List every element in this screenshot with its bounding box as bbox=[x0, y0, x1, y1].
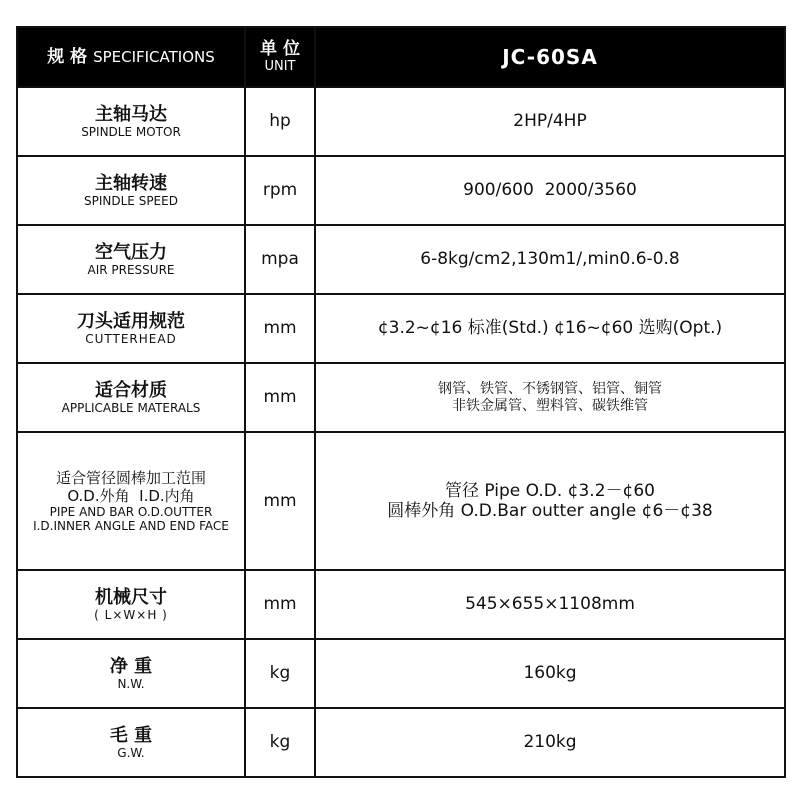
row-unit: hp bbox=[245, 87, 315, 156]
label-cn: 主轴转速 bbox=[95, 172, 167, 194]
row-processing-range bbox=[17, 432, 785, 570]
row-label bbox=[17, 87, 245, 156]
header-spec-en: SPECIFICATIONS bbox=[93, 47, 215, 66]
specifications-table bbox=[16, 26, 786, 778]
row-gross-weight bbox=[17, 708, 785, 777]
value-line: 圆棒外角 O.D.Bar outter angle ¢6－¢38 bbox=[387, 501, 713, 521]
row-label bbox=[17, 363, 245, 432]
row-unit: mpa bbox=[245, 225, 315, 294]
label-cn: 毛 重 bbox=[109, 724, 153, 746]
row-value: ¢3.2~¢16 标准(Std.) ¢16~¢60 选购(Opt.) bbox=[315, 294, 785, 363]
row-net-weight bbox=[17, 639, 785, 708]
label-cn: 净 重 bbox=[109, 655, 153, 677]
row-label bbox=[17, 225, 245, 294]
row-unit: kg bbox=[245, 708, 315, 777]
label-en: N.W. bbox=[117, 677, 145, 692]
value-line: 非铁金属管、塑料管、碳铁维管 bbox=[452, 397, 648, 414]
row-label bbox=[17, 294, 245, 363]
label-cn: 空气压力 bbox=[95, 241, 167, 263]
row-cutterhead bbox=[17, 294, 785, 363]
row-label bbox=[17, 432, 245, 570]
row-value: 6-8kg/cm2,130m1/,min0.6-0.8 bbox=[315, 225, 785, 294]
row-unit: rpm bbox=[245, 156, 315, 225]
label-cn: 主轴马达 bbox=[95, 103, 167, 125]
row-value: 160kg bbox=[315, 639, 785, 708]
label-line: 适合管径圆棒加工范围 bbox=[55, 468, 206, 487]
label-en: APPLICABLE MATERALS bbox=[61, 401, 201, 416]
label-en: ( L×W×H ) bbox=[94, 608, 168, 623]
header-spec bbox=[17, 27, 245, 87]
row-unit: kg bbox=[245, 639, 315, 708]
row-label bbox=[17, 156, 245, 225]
value-line: 管径 Pipe O.D. ¢3.2－¢60 bbox=[445, 480, 655, 501]
row-value: 2HP/4HP bbox=[315, 87, 785, 156]
label-cn: 适合材质 bbox=[95, 379, 167, 401]
row-value bbox=[315, 363, 785, 432]
row-value: 545×655×1108mm bbox=[315, 570, 785, 639]
row-unit: mm bbox=[245, 432, 315, 570]
row-unit: mm bbox=[245, 570, 315, 639]
label-line: I.D.INNER ANGLE AND END FACE bbox=[33, 519, 229, 533]
label-en: SPINDLE MOTOR bbox=[81, 125, 181, 140]
label-cn: 机械尺寸 bbox=[95, 586, 167, 608]
row-value: 210kg bbox=[315, 708, 785, 777]
row-unit: mm bbox=[245, 294, 315, 363]
header-model: JC-60SA bbox=[315, 27, 785, 87]
label-en: AIR PRESSURE bbox=[87, 263, 175, 278]
row-air-pressure bbox=[17, 225, 785, 294]
row-value bbox=[315, 432, 785, 570]
row-spindle-motor bbox=[17, 87, 785, 156]
label-en: CUTTERHEAD bbox=[85, 332, 177, 347]
label-line: O.D.外角 I.D.内角 bbox=[67, 486, 195, 505]
header-unit-cn: 单 位 bbox=[260, 39, 300, 59]
row-label bbox=[17, 639, 245, 708]
row-applicable-materials bbox=[17, 363, 785, 432]
header-unit bbox=[245, 27, 315, 87]
label-cn: 刀头适用规范 bbox=[77, 310, 185, 332]
header-unit-en: UNIT bbox=[264, 59, 296, 75]
row-value bbox=[315, 156, 785, 225]
header-spec-cn: 规 格 bbox=[47, 46, 88, 67]
label-en: G.W. bbox=[117, 746, 145, 761]
label-en: SPINDLE SPEED bbox=[84, 194, 178, 209]
label-line: PIPE AND BAR O.D.OUTTER bbox=[49, 504, 213, 519]
row-spindle-speed bbox=[17, 156, 785, 225]
row-dimensions bbox=[17, 570, 785, 639]
row-label bbox=[17, 708, 245, 777]
value-line: 钢管、铁管、不锈钢管、铝管、铜管 bbox=[438, 380, 662, 397]
row-label bbox=[17, 570, 245, 639]
value-text: 900/600 2000/3560 bbox=[463, 180, 637, 201]
header-row bbox=[17, 27, 785, 87]
row-unit: mm bbox=[245, 363, 315, 432]
